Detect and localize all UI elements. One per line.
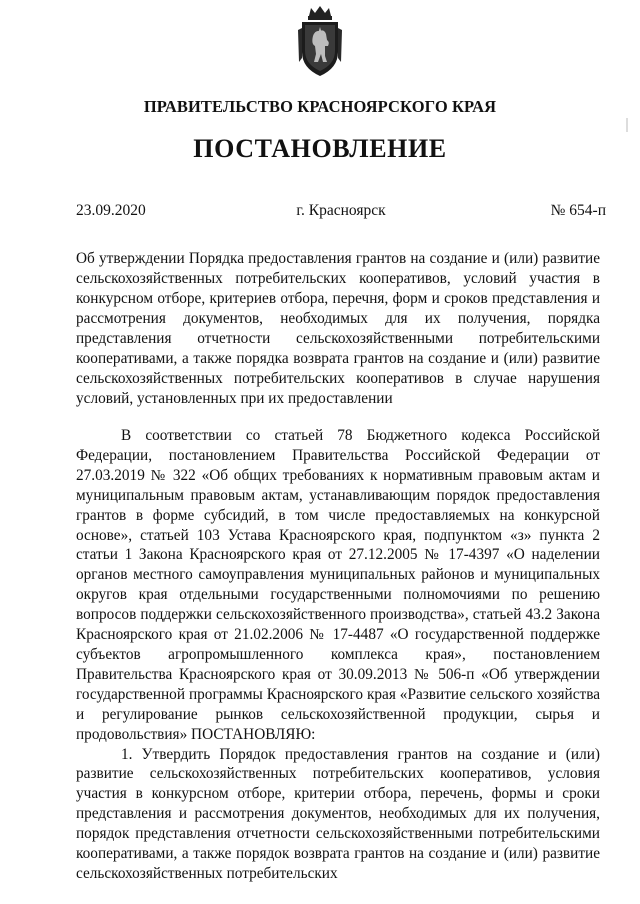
item-1-paragraph: 1. Утвердить Порядок предоставления грантов на создание и (или) развитие сельскохозяйственных потребительских кооперативов, условия участия в конкурсном отборе, критерии отбора, перечень, формы и сроки представления и рассмотрения документов, необходимых для их получения, порядок представления отчетности сельскохозяйственными потребительскими кооперативами, а также порядок возврата грантов на создание и (или) развитие сельскохозяйственных потребительских	[76, 745, 600, 882]
government-title: ПРАВИТЕЛЬСТВО КРАСНОЯРСКОГО КРАЯ	[143, 97, 497, 116]
document-number: № 654-п	[550, 202, 606, 219]
document-meta-row	[76, 202, 606, 222]
document-place: г. Красноярск	[296, 202, 386, 219]
document-subject: Об утверждении Порядка предоставления грантов на создание и (или) развитие сельскохозяйственных потребительских кооперативов, условий участия в конкурсном отборе, критериев отбора, перечня, форм и сроков представления и рассмотрения документов, необходимых для их получения, порядка представления отчетности сельскохозяйственными потребительскими кооперативами, а также порядка возврата грантов на создание и (или) развитие сельскохозяйственных потребительских кооперативов в случае нарушения условий, установленных при их предоставлении	[76, 250, 600, 407]
document-date: 23.09.2020	[76, 202, 146, 219]
preamble-paragraph: В соответствии со статьей 78 Бюджетного кодекса Российской Федерации, постановлением Правительства Российской Федерации от 27.03.2019 № 322 «Об общих требованиях к нормативным правовым актам и муниципальным правовым актам, устанавливающим порядок предоставления грантов в форме субсидий, в том числе предоставляемых на конкурсной основе», статьей 103 Устава Красноярского края, подпунктом «з» пункта 2 статьи 1 Закона Красноярского края от 27.12.2005 № 17-4397 «О наделении органов местного самоуправления муниципальных районов и муниципальных округов края отдельными государственными полномочиями по решению вопросов поддержки сельскохозяйственного производства», статьей 43.2 Закона Красноярского края от 21.02.2006 № 17-4487 «О государственной поддержке субъектов агропромышленного комплекса края», постановлением Правительства Красноярского края от 30.09.2013 № 506-п «Об утверждении государственной программы Красноярского края «Развитие сельского хозяйства и регулирование рынков сельскохозяйственной продукции, сырья и продовольствия» ПОСТАНОВЛЯЮ:	[76, 427, 600, 743]
coat-of-arms-icon	[297, 6, 343, 80]
document-type-title: ПОСТАНОВЛЕНИЕ	[193, 134, 447, 163]
document-body	[76, 426, 600, 884]
